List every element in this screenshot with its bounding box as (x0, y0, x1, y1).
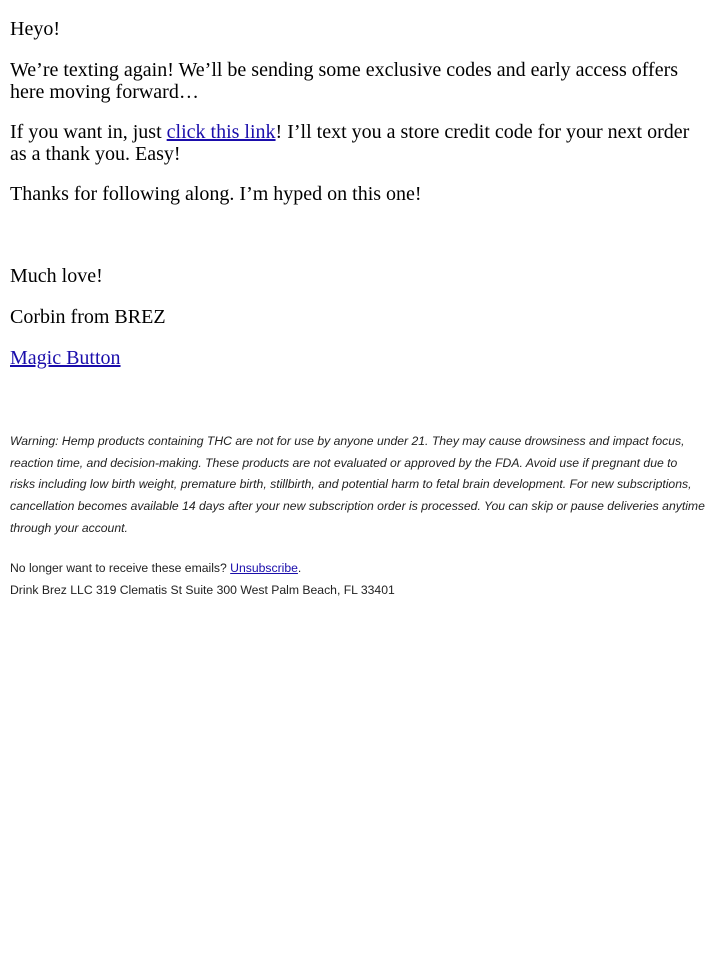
intro-paragraph: We’re texting again! We’ll be sending some exclusive codes and early access offers here moving forward… (10, 59, 679, 103)
unsubscribe-link[interactable]: Unsubscribe (230, 561, 298, 575)
click-this-link[interactable]: click this link (166, 121, 276, 143)
legal-warning: Warning: Hemp products containing THC are not for use by anyone under 21. They may cause drowsiness and impact focus, reaction time, and decision-making. These products are not evaluated or approved by the FDA. Avoid use if pregnant due to risks including low birth weight, premature birth, stillbirth, and potential harm to fetal brain development. For new subscriptions, cancellation becomes available 14 days after your new subscription order is processed. You can skip or pause deliveries anytime through your account. (10, 434, 705, 535)
signoff: Much love! (10, 265, 103, 287)
unsubscribe-suffix: . (297, 561, 302, 575)
offer-text-after: ! I’ll text you a store credit code for your next order as a thank you. Easy! (10, 121, 690, 165)
magic-button-link[interactable]: Magic Button (10, 347, 121, 369)
offer-paragraph (10, 121, 700, 165)
signature: Corbin from BREZ (10, 306, 166, 328)
unsubscribe-line (10, 558, 700, 578)
offer-text-before: If you want in, just (10, 121, 167, 143)
magic-button-paragraph (10, 347, 700, 369)
unsubscribe-prompt: No longer want to receive these emails? (10, 561, 231, 575)
thanks-paragraph: Thanks for following along. I’m hyped on this one! (10, 183, 422, 205)
company-address: Drink Brez LLC 319 Clematis St Suite 300 West Palm Beach, FL 33401 (10, 583, 395, 597)
greeting: Heyo! (10, 18, 60, 40)
